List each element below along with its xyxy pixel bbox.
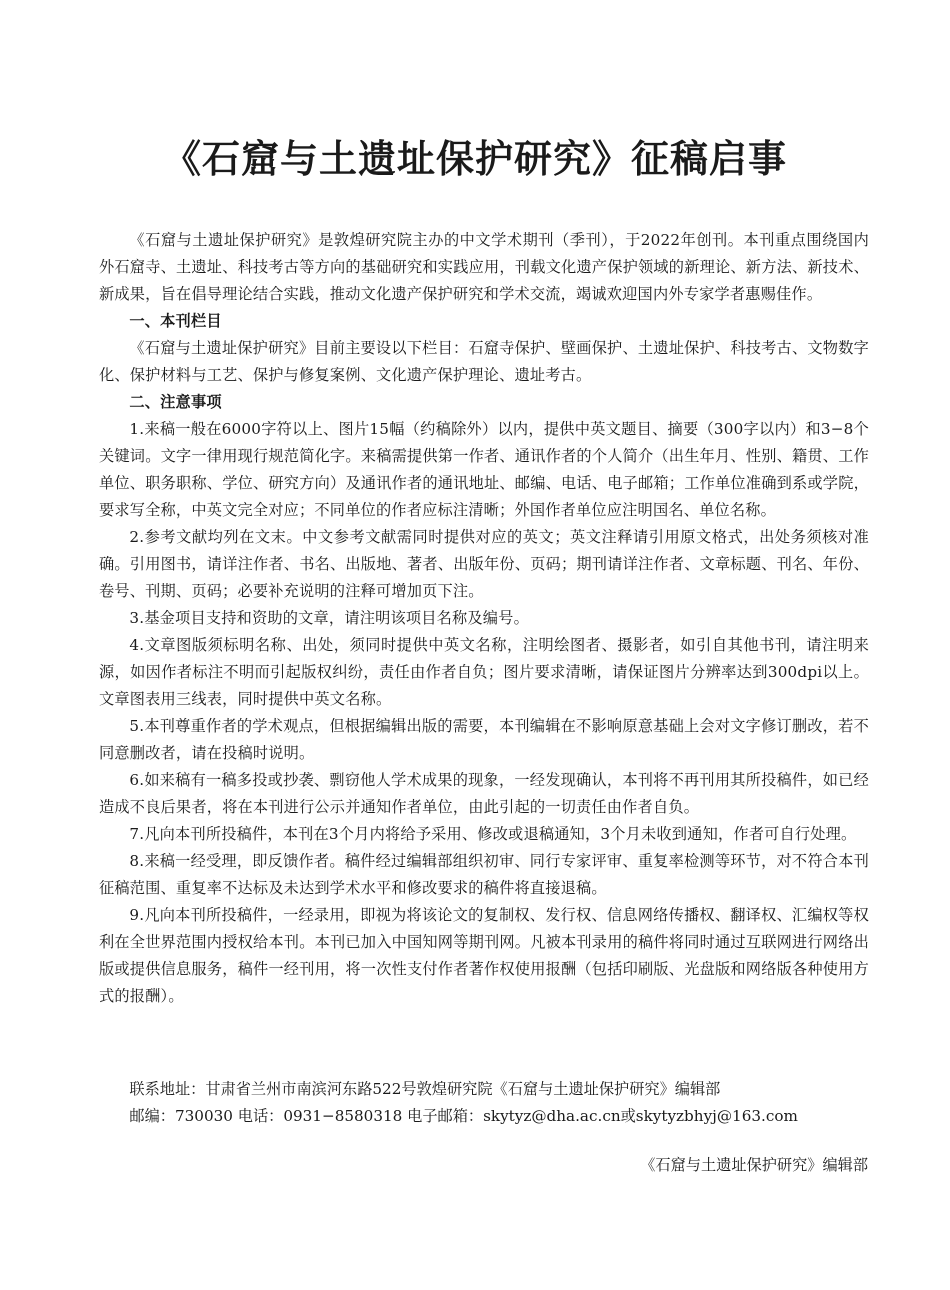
contact-details: 邮编：730030 电话：0931−8580318 电子邮箱：skytyz@dha.ac.cn或skytyzbhyj@163.com xyxy=(129,1107,798,1125)
contact-info xyxy=(99,1076,879,1130)
body-text xyxy=(99,227,869,1010)
note-item-1: 1.来稿一般在6000字符以上、图片15幅（约稿除外）以内，提供中英文题目、摘要（300字以内）和3−8个关键词。文字一律用现行规范简化字。来稿需提供第一作者、通讯作者的个人简介（出生年月、性别、籍贯、工作单位、职务职称、学位、研究方向）及通讯作者的通讯地址、邮编、电话、电子邮箱；工作单位准确到系或学院，要求写全称，中英文完全对应；不同单位的作者应标注清晰；外国作者单位应注明国名、单位名称。 xyxy=(99,420,869,519)
note-item-7: 7.凡向本刊所投稿件，本刊在3个月内将给予采用、修改或退稿通知，3个月未收到通知，作者可自行处理。 xyxy=(129,825,857,843)
note-item-9: 9.凡向本刊所投稿件，一经录用，即视为将该论文的复制权、发行权、信息网络传播权、翻译权、汇编权等权利在全世界范围内授权给本刊。本刊已加入中国知网等期刊网。凡被本刊录用的稿件将同时通过互联网进行网络出版或提供信息服务，稿件一经刊用，将一次性支付作者著作权使用报酬（包括印刷版、光盘版和网络版各种使用方式的报酬）。 xyxy=(99,906,869,1005)
editorial-signature: 《石窟与土遗址保护研究》编辑部 xyxy=(640,1156,868,1174)
note-item-3: 3.基金项目支持和资助的文章，请注明该项目名称及编号。 xyxy=(129,609,529,627)
intro-paragraph: 《石窟与土遗址保护研究》是敦煌研究院主办的中文学术期刊（季刊），于2022年创刊。本刊重点围绕国内外石窟寺、土遗址、科技考古等方向的基础研究和实践应用，刊载文化遗产保护领域的新理论、新方法、新技术、新成果，旨在倡导理论结合实践，推动文化遗产保护研究和学术交流，竭诚欢迎国内外专家学者惠赐佳作。 xyxy=(99,231,869,303)
note-item-4: 4.文章图版须标明名称、出处，须同时提供中英文名称，注明绘图者、摄影者，如引自其他书刊，请注明来源，如因作者标注不明而引起版权纠纷，责任由作者自负；图片要求清晰，请保证图片分辨率达到300dpi以上。文章图表用三线表，同时提供中英文名称。 xyxy=(99,636,869,708)
note-item-8: 8.来稿一经受理，即反馈作者。稿件经过编辑部组织初审、同行专家评审、重复率检测等环节，对不符合本刊征稿范围、重复率不达标及未达到学术水平和修改要求的稿件将直接退稿。 xyxy=(99,852,869,897)
note-item-5: 5.本刊尊重作者的学术观点，但根据编辑出版的需要，本刊编辑在不影响原意基础上会对文字修订删改，若不同意删改者，请在投稿时说明。 xyxy=(99,717,869,762)
contact-address: 联系地址：甘肃省兰州市南滨河东路522号敦煌研究院《石窟与土遗址保护研究》编辑部 xyxy=(129,1080,721,1098)
note-item-6: 6.如来稿有一稿多投或抄袭、剽窃他人学术成果的现象，一经发现确认，本刊将不再刊用其所投稿件，如已经造成不良后果者，将在本刊进行公示并通知作者单位，由此引起的一切责任由作者自负。 xyxy=(99,771,869,816)
note-item-2: 2.参考文献均列在文末。中文参考文献需同时提供对应的英文；英文注释请引用原文格式，出处务须核对准确。引用图书，请详注作者、书名、出版地、著者、出版年份、页码；期刊请详注作者、文章标题、刊名、年份、卷号、刊期、页码；必要补充说明的注释可增加页下注。 xyxy=(99,528,869,600)
section-heading-notes: 二、注意事项 xyxy=(129,393,222,411)
columns-paragraph: 《石窟与土遗址保护研究》目前主要设以下栏目：石窟寺保护、壁画保护、土遗址保护、科技考古、文物数字化、保护材料与工艺、保护与修复案例、文化遗产保护理论、遗址考古。 xyxy=(99,339,869,384)
page-title: 《石窟与土遗址保护研究》征稿启事 xyxy=(162,136,787,181)
section-heading-columns: 一、本刊栏目 xyxy=(129,312,222,330)
